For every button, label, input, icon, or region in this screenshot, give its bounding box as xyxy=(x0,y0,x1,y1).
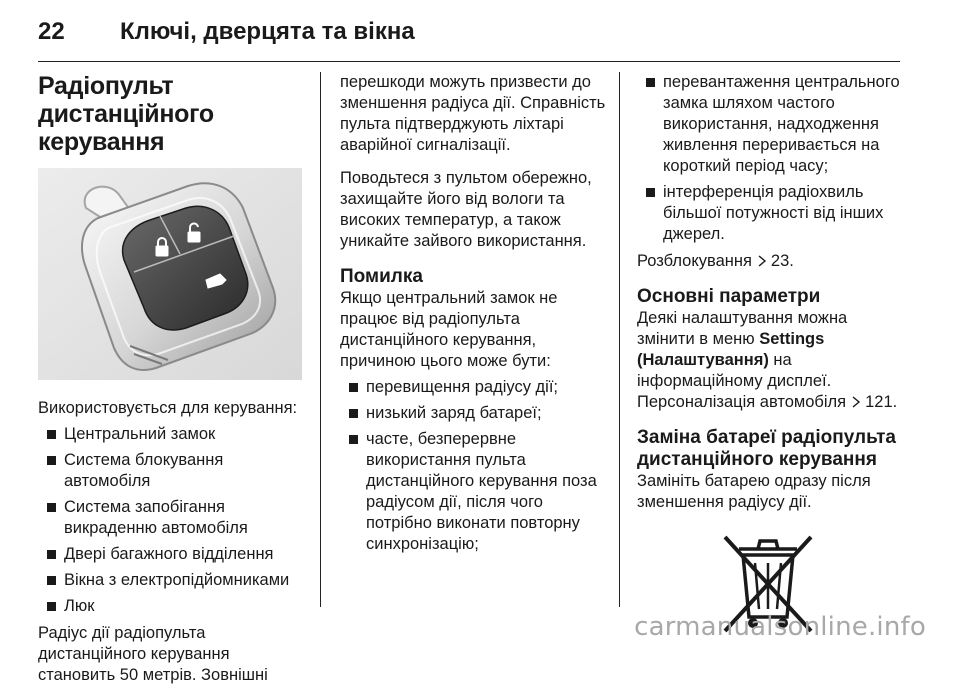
unlock-label: Розблокування xyxy=(637,252,752,270)
chapter-title: Ключі, дверцята та вікна xyxy=(120,18,415,45)
list-item: інтерференція радіохвиль більшої потужності від інших джерел. xyxy=(637,182,905,245)
list-item: Вікна з електропідйомниками xyxy=(38,570,306,591)
range-paragraph: Радіус дії радіопульта дистанційного керування становить 50 метрів. Зовнішні xyxy=(38,624,268,684)
battery-paragraph: Замініть батарею одразу після зменшення радіусу дії. xyxy=(637,472,871,511)
unlock-page: 23. xyxy=(770,252,794,270)
usage-list xyxy=(38,424,306,617)
section-title-remote: Радіопульт дистанційного керування xyxy=(38,72,214,156)
column-3 xyxy=(637,72,905,645)
fault-list xyxy=(340,377,608,555)
list-item: перевищення радіусу дії; xyxy=(340,377,608,398)
fault-intro: Якщо центральний замок не працює від радіопульта дистанційного керування, причиною цього може бути: xyxy=(340,289,558,370)
basic-settings-text-end: на інформаційному дисплеї. xyxy=(637,351,832,390)
list-item: низький заряд батареї; xyxy=(340,403,608,424)
continued-paragraph: перешкоди можуть призвести до зменшення радіуса дії. Справність пульта підтверджують ліхтарі аварійної сигналізації. xyxy=(340,73,606,154)
personalization-label: Персоналізація автомобіля xyxy=(637,393,847,411)
site-watermark: carmanualsonline.info xyxy=(634,612,926,642)
settings-menu-name: Settings (Налаштування) xyxy=(637,330,825,369)
column-divider-1 xyxy=(320,72,321,607)
battery-heading: Заміна батареї радіопульта дистанційного керування xyxy=(637,427,896,470)
unlock-reference[interactable] xyxy=(637,251,905,272)
personalization-reference[interactable] xyxy=(637,392,905,413)
basic-settings-paragraph xyxy=(637,308,905,392)
header-rule xyxy=(38,61,900,62)
page-header xyxy=(0,0,960,62)
personalization-page: 121. xyxy=(865,393,898,411)
column-divider-2 xyxy=(619,72,620,607)
page-reference-icon xyxy=(851,396,861,408)
list-item: Система блокування автомобіля xyxy=(38,450,306,492)
list-item: Двері багажного відділення xyxy=(38,544,306,565)
fault-list-continued xyxy=(637,72,905,245)
fault-heading: Помилка xyxy=(340,266,423,287)
list-item: перевантаження центрального замка шляхом частого використання, надходження живлення переривається на короткий період часу; xyxy=(637,72,905,177)
list-item: Центральний замок xyxy=(38,424,306,445)
list-item: Система запобігання викраденню автомобіля xyxy=(38,497,306,539)
remote-key-illustration xyxy=(38,168,302,380)
remote-key-photo xyxy=(38,168,302,380)
column-2 xyxy=(340,72,608,555)
basic-settings-text: Деякі налаштування можна змінити в меню xyxy=(637,309,848,348)
basic-settings-heading: Основні параметри xyxy=(637,286,821,307)
page-reference-icon xyxy=(757,255,767,267)
careful-paragraph: Поводьтеся з пультом обережно, захищайте його від вологи та високих температур, а також уникайте зайвого використання. xyxy=(340,169,592,250)
page-number: 22 xyxy=(38,18,65,45)
list-item: часте, безперервне використання пульта дистанційного керування поза радіусом дії, після чого потрібно виконати повторну синхронізацію; xyxy=(340,429,608,555)
list-item: Люк xyxy=(38,596,306,617)
column-1 xyxy=(38,72,306,686)
usage-intro: Використовується для керування: xyxy=(38,399,298,417)
